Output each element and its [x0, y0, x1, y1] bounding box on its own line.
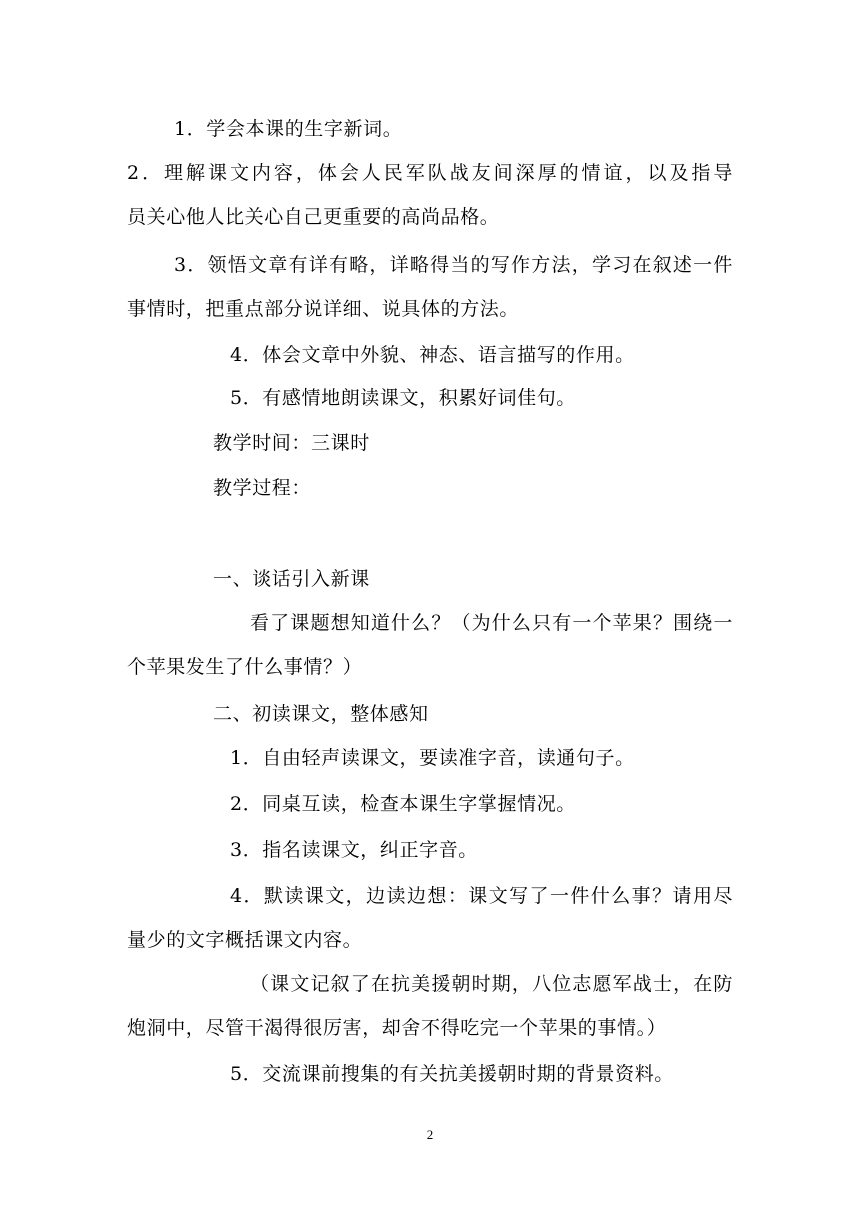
section-2-item-4-line-2: 量少的文字概括课文内容。 [127, 929, 363, 951]
objective-3-line-2: 事情时，把重点部分说详细、说具体的方法。 [127, 298, 520, 320]
objective-3-line-1: 3．领悟文章有详有略，详略得当的写作方法，学习在叙述一件 [174, 254, 733, 276]
objective-1: 1．学会本课的生字新词。 [174, 118, 403, 140]
section-2-item-1: 1．自由轻声读课文，要读准字音，读通句子。 [230, 747, 635, 769]
objective-2-line-2: 员关心他人比关心自己更重要的高尚品格。 [127, 206, 500, 228]
section-2-item-4-line-1: 4．默读课文，边读边想：课文写了一件什么事？请用尽 [230, 885, 733, 907]
section-1-line-2: 个苹果发生了什么事情？） [127, 656, 363, 678]
teaching-process-heading: 教学过程： [213, 477, 312, 499]
section-2-item-3: 3．指名读课文，纠正字音。 [230, 839, 478, 861]
section-2-note-line-1: （课文记叙了在抗美援朝时期，八位志愿军战士，在防 [250, 973, 733, 995]
page-number: 2 [426, 1127, 434, 1142]
section-2-item-5: 5．交流课前搜集的有关抗美援朝时期的背景资料。 [230, 1063, 674, 1085]
objective-5: 5．有感情地朗读课文，积累好词佳句。 [230, 387, 576, 409]
section-2-heading: 二、初读课文，整体感知 [213, 703, 429, 725]
teaching-time: 教学时间：三课时 [213, 432, 370, 454]
section-1-line-1: 看了课题想知道什么？（为什么只有一个苹果？围绕一 [250, 612, 733, 634]
section-2-note-line-2: 炮洞中，尽管干渴得很厉害，却舍不得吃完一个苹果的事情。） [127, 1017, 667, 1039]
section-2-item-2: 2．同桌互读，检查本课生字掌握情况。 [230, 793, 576, 815]
objective-2-line-1: 2．理解课文内容，体会人民军队战友间深厚的情谊，以及指导 [127, 162, 733, 184]
section-1-heading: 一、谈话引入新课 [213, 568, 370, 590]
objective-4: 4．体会文章中外貌、神态、语言描写的作用。 [230, 344, 635, 366]
